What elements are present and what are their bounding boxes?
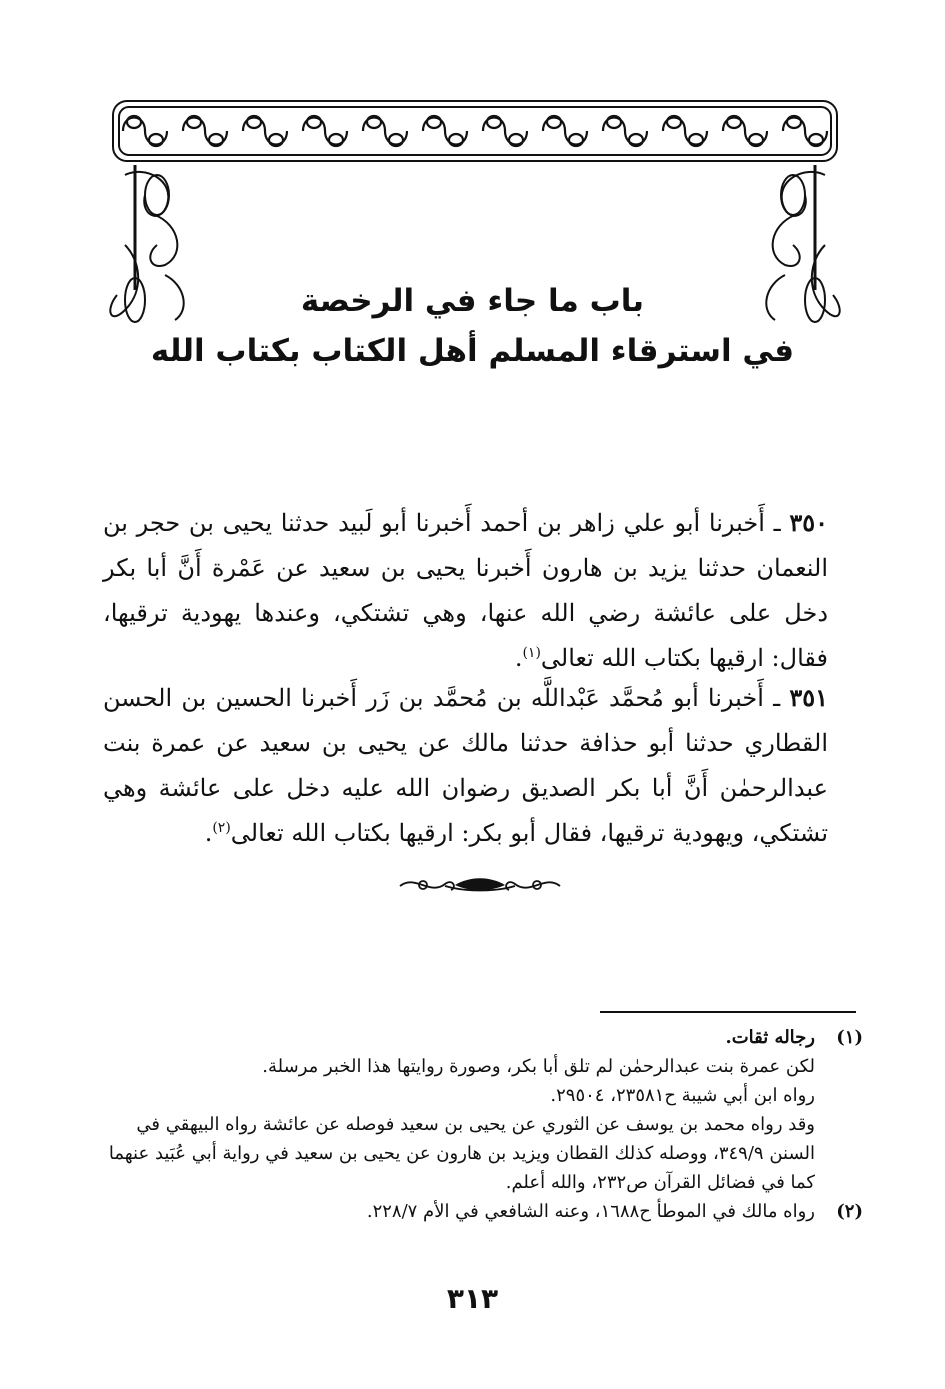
footnote-line: رواه مالك في الموطأ ح١٦٨٨، وعنه الشافعي في الأم ٢٢٨/٧. [366,1201,815,1222]
footnote-heading: رجاله ثقات. [725,1027,815,1048]
footnote-number: (٢) [836,1201,863,1222]
footnote-1 [103,1023,863,1197]
page-number: ٣١٣ [446,1282,499,1315]
footnotes [103,1023,863,1226]
chapter-title-line-1: باب ما جاء في الرخصة [300,283,645,319]
footnote-ref[interactable]: (١) [522,645,541,661]
footnote-separator [600,1011,856,1013]
footnote-2 [103,1197,863,1226]
hadith-text: ـ أَخبرنا أبو علي زاهر بن أحمد أَخبرنا أبو لَبيد حدثنا يحيى بن حجر بن النعمان حدثنا يزيد بن هارون أَخبرنا يحيى بن سعيد عن عَمْرة أَنَّ أبا بكر دخل على عائشة رضي الله عنها، وهي تشتكي، وعندها يهودية ترقيها، فقال: ارقيها بكتاب الله تعالى [103,509,829,672]
hadith-number: ٣٥١ [789,683,828,712]
footnote-line: وقد رواه محمد بن يوسف عن الثوري عن يحيى بن سعيد فوصله عن عائشة رواه البيهقي في السنن ٣٤٩/٩، ووصله كذلك القطان ويزيد بن هارون عن يحيى بن سعيد في رواية أبي عُبَيد عنهما كما في فضائل القرآن ص٢٣٢، والله أعلم. [108,1114,815,1193]
hadith-text: ـ أَخبرنا أبو مُحمَّد عَبْداللَّه بن مُحمَّد بن زَر أَخبرنا الحسين بن الحسن القطاري حدثنا أبو حذافة حدثنا مالك عن يحيى بن سعيد عن عمرة بنت عبدالرحمٰن أَنَّ أبا بكر الصديق رضوان الله عليه دخل على عائشة وهي تشتكي، ويهودية ترقيها، فقال أبو بكر: ارقيها بكتاب الله تعالى [103,684,828,847]
chapter-title-line-2: في استرقاء المسلم أهل الكتاب بكتاب الله [150,333,795,369]
footnote-ref[interactable]: (٢) [212,820,231,836]
hadith-end: . [204,819,213,847]
hadith-350 [103,500,828,681]
footnote-line: لكن عمرة بنت عبدالرحمٰن لم تلق أبا بكر، وصورة روايتها هذا الخبر مرسلة. [262,1056,815,1077]
hadith-number: ٣٥٠ [789,508,829,537]
hadith-351 [103,675,828,856]
footnote-number: (١) [836,1027,863,1048]
hadith-end: . [514,644,523,672]
footnote-line: رواه ابن أبي شيبة ح٢٣٥٨١، ٢٩٥٠٤. [550,1085,815,1106]
divider-ornament-icon [395,870,565,900]
